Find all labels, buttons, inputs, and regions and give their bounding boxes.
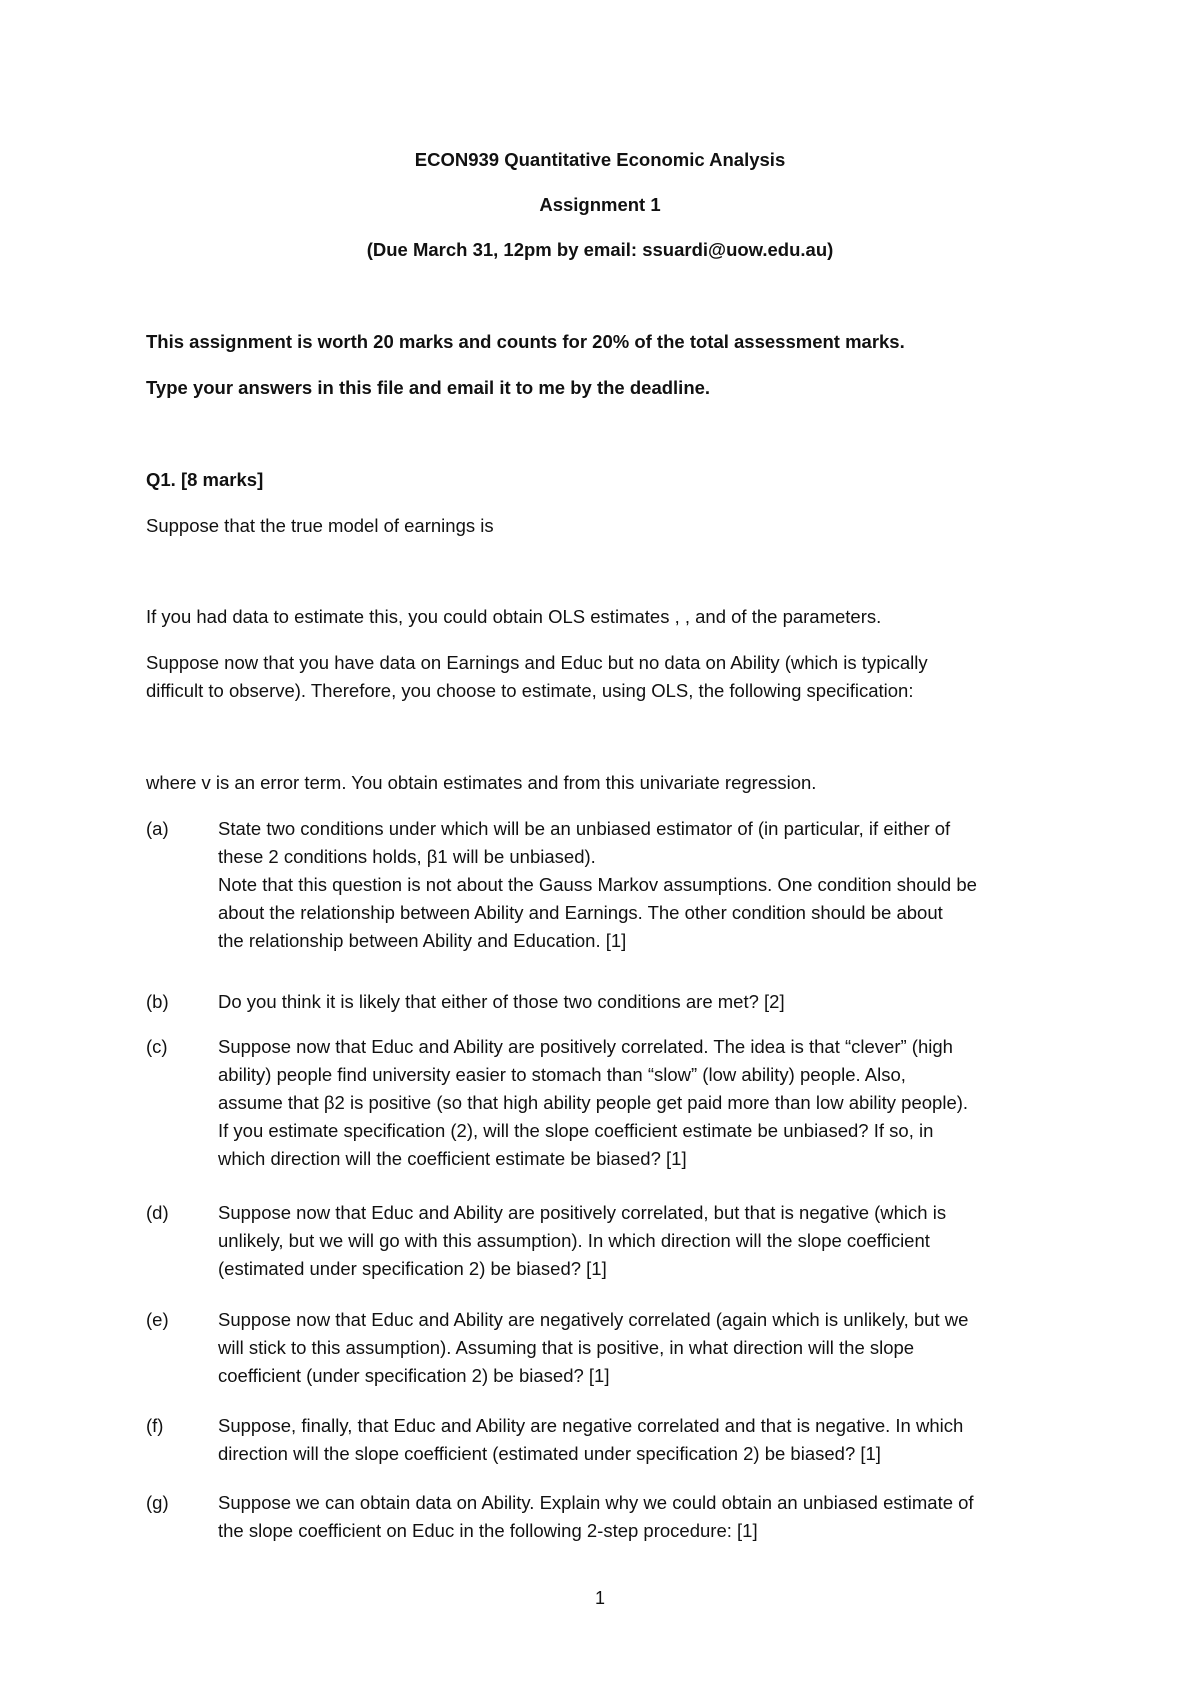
part-a-line: about the relationship between Ability and Earnings. The other condition should be about	[218, 902, 943, 923]
part-e-line: coefficient (under specification 2) be biased? [1]	[218, 1365, 610, 1386]
part-c-line: If you estimate specification (2), will the slope coefficient estimate be unbiased? If so, in	[218, 1120, 934, 1141]
part-c-line: assume that β2 is positive (so that high ability people get paid more than low ability people).	[218, 1092, 969, 1113]
part-a-line: Note that this question is not about the Gauss Markov assumptions. One condition should be	[218, 874, 977, 895]
part-a-line: State two conditions under which will be an unbiased estimator of (in particular, if either of	[218, 818, 951, 839]
part-b-text	[218, 988, 1098, 1016]
part-d-line: Suppose now that Educ and Ability are positively correlated, but that is negative (which is	[218, 1202, 947, 1223]
part-g-text	[218, 1489, 1098, 1545]
part-d-line: unlikely, but we will go with this assumption). In which direction will the slope coefficient	[218, 1230, 930, 1251]
q1-heading: Q1. [8 marks]	[146, 469, 264, 490]
assignment-title: Assignment 1	[539, 194, 661, 215]
part-e-text	[218, 1306, 1098, 1390]
q1-paragraph-3-line-2: difficult to observe). Therefore, you choose to estimate, using OLS, the following specification:	[146, 680, 914, 701]
due-date-line: (Due March 31, 12pm by email: ssuardi@uow.edu.au)	[366, 239, 834, 260]
part-b-line: Do you think it is likely that either of those two conditions are met? [2]	[218, 991, 785, 1012]
part-e-label: (e)	[146, 1309, 169, 1330]
part-c-text	[218, 1033, 1098, 1173]
part-g-line: Suppose we can obtain data on Ability. Explain why we could obtain an unbiased estimate of	[218, 1492, 974, 1513]
part-d-text	[218, 1199, 1098, 1283]
part-f-label: (f)	[146, 1415, 164, 1436]
q1-paragraph-3-line-1: Suppose now that you have data on Earnings and Educ but no data on Ability (which is typically	[146, 652, 928, 673]
part-d-label: (d)	[146, 1202, 169, 1223]
part-g-line: the slope coefficient on Educ in the following 2-step procedure: [1]	[218, 1520, 758, 1541]
part-d-line: (estimated under specification 2) be biased? [1]	[218, 1258, 607, 1279]
page-number: 1	[594, 1588, 605, 1608]
part-a-label: (a)	[146, 818, 169, 839]
part-f-line: Suppose, finally, that Educ and Ability are negative correlated and that is negative. In which	[218, 1415, 964, 1436]
part-b-label: (b)	[146, 991, 169, 1012]
intro-marks-line: This assignment is worth 20 marks and counts for 20% of the total assessment marks.	[146, 331, 905, 352]
q1-paragraph-2: If you had data to estimate this, you could obtain OLS estimates , , and of the parameters.	[146, 606, 882, 627]
intro-instructions-line: Type your answers in this file and email it to me by the deadline.	[146, 377, 711, 398]
q1-paragraph-1: Suppose that the true model of earnings is	[146, 515, 494, 536]
part-a-text	[218, 815, 1098, 955]
part-f-line: direction will the slope coefficient (estimated under specification 2) be biased? [1]	[218, 1443, 881, 1464]
part-c-line: Suppose now that Educ and Ability are positively correlated. The idea is that “clever” (high	[218, 1036, 953, 1057]
part-c-line: ability) people find university easier to stomach than “slow” (low ability) people. Also,	[218, 1064, 906, 1085]
part-c-label: (c)	[146, 1036, 168, 1057]
part-a-line: these 2 conditions holds, β1 will be unbiased).	[218, 846, 596, 867]
course-title: ECON939 Quantitative Economic Analysis	[414, 149, 786, 170]
part-f-text	[218, 1412, 1098, 1468]
part-c-line: which direction will the coefficient estimate be biased? [1]	[218, 1148, 687, 1169]
part-e-line: will stick to this assumption). Assuming that is positive, in what direction will the slope	[218, 1337, 915, 1358]
part-e-line: Suppose now that Educ and Ability are negatively correlated (again which is unlikely, but we	[218, 1309, 969, 1330]
part-a-line: the relationship between Ability and Education. [1]	[218, 930, 627, 951]
part-g-label: (g)	[146, 1492, 169, 1513]
q1-paragraph-4: where v is an error term. You obtain estimates and from this univariate regression.	[146, 772, 817, 793]
